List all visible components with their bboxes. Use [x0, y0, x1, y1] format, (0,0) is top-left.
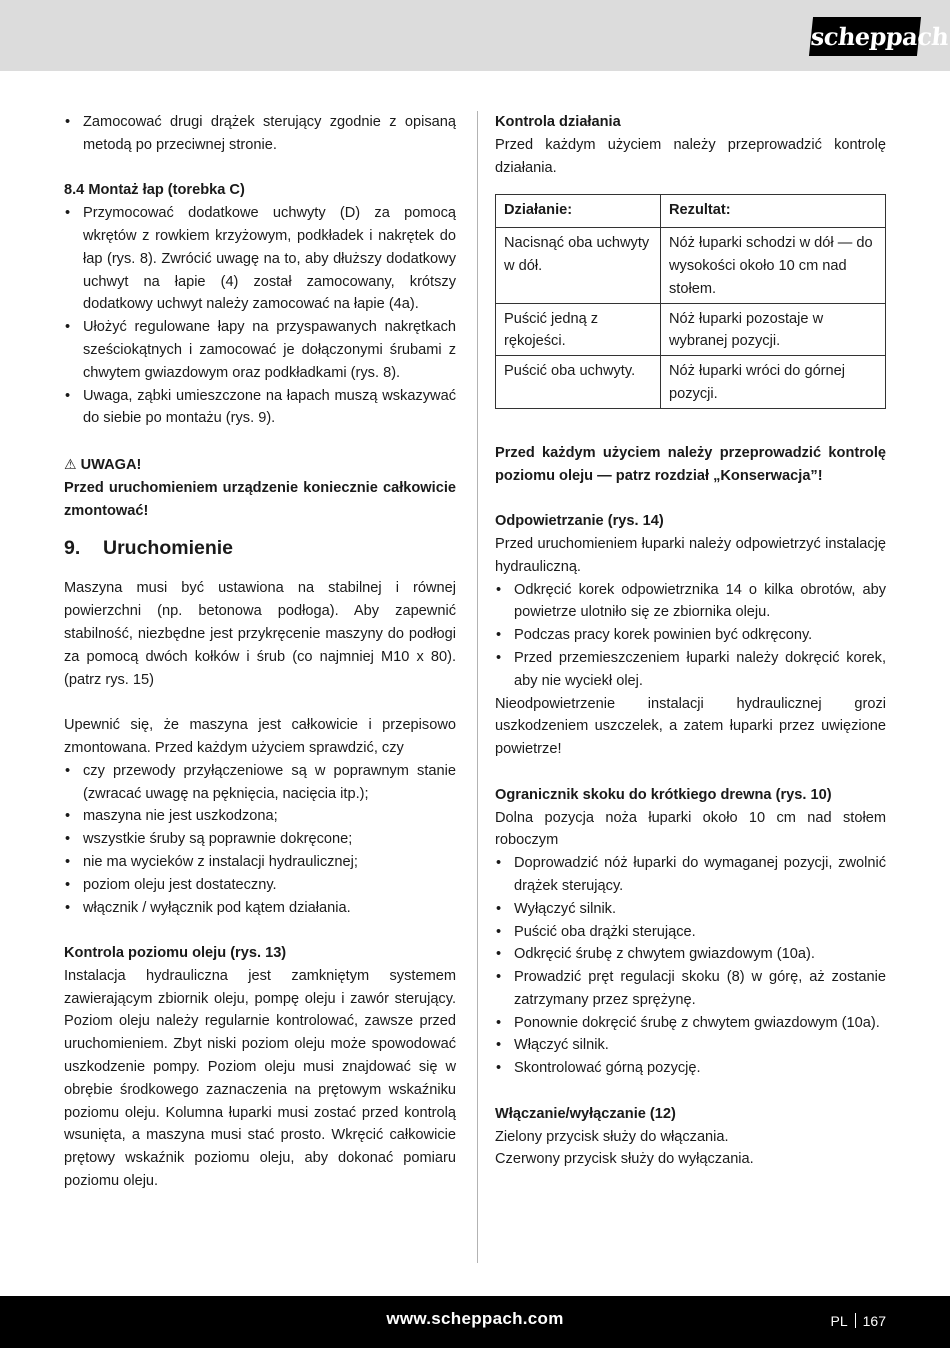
paragraph: Upewnić się, że maszyna jest całkowicie i przepisowo zmontowana. Przed każdym użyciem sprawdzić, czy — [64, 717, 456, 756]
list-item: • Włączyć silnik. — [495, 1034, 886, 1057]
oil-level-title: Kontrola poziomu oleju (rys. 13) — [64, 945, 287, 962]
table-header: Działanie: — [496, 195, 661, 228]
page-indicator — [831, 1310, 886, 1333]
table-row — [496, 228, 886, 303]
oil-note: Przed każdym użyciem należy przeprowadzić kontrolę poziomu oleju — patrz rozdział „Konserwacja”! — [495, 444, 886, 484]
stroke-limiter-list — [495, 852, 886, 1080]
table-row — [496, 303, 886, 356]
page-number: 167 — [862, 1313, 886, 1329]
header-bar — [0, 0, 950, 71]
table-header: Rezultat: — [661, 195, 886, 228]
table-cell: Nacisnąć oba uchwyty w dół. — [496, 228, 661, 303]
website-link[interactable]: www.scheppach.com — [386, 1309, 564, 1328]
venting-warning-text: Nieodpowietrzenie instalacji hydraulicznej grozi uszkodzeniem uszczelek, a zatem łuparki przez uwięzione powietrze! — [495, 695, 886, 758]
section-title: Uruchomienie — [103, 537, 234, 560]
list-item: • Ułożyć regulowane łapy na przyspawanych nakrętkach sześciokątnych i zamocować je dołączonymi śrubami z chwytem gwiazdowym oraz podkładkami (rys. 8). — [64, 316, 456, 384]
list-item: • Podczas pracy korek powinien być odkręcony. — [495, 624, 886, 647]
list-item: • wszystkie śruby są poprawnie dokręcone; — [64, 828, 456, 851]
stroke-limiter-text: Dolna pozycja noża łuparki około 10 cm nad stołem roboczym — [495, 809, 886, 849]
intro-list — [64, 111, 456, 157]
venting-text: Przed uruchomieniem łuparki należy odpowietrzyć instalację hydrauliczną. — [495, 535, 886, 575]
list-item: • Przed przemieszczeniem łuparki należy dokręcić korek, aby nie wyciekł olej. — [495, 647, 886, 693]
language-code: PL — [830, 1313, 848, 1329]
table-cell: Nóż łuparki pozostaje w wybranej pozycji. — [661, 303, 886, 356]
list-item: • Przymocować dodatkowe uchwyty (D) za pomocą wkrętów z rowkiem krzyżowym, podkładek i nakrętek do łap (rys. 8). Zwrócić uwagę na to, aby dłuższy dodatkowy uchwyt na łapie (4) został zamocowany, krótszy dodatkowy uchwyt należy zamocować na łapie (4a). — [64, 202, 456, 316]
list-item: • nie ma wycieków z instalacji hydraulicznej; — [64, 851, 456, 874]
table-cell: Nóż łuparki schodzi w dół — do wysokości około 10 cm nad stołem. — [661, 228, 886, 303]
section-9-heading — [64, 535, 456, 561]
list-item: • Ponownie dokręcić śrubę z chwytem gwiazdowym (10a). — [495, 1012, 886, 1035]
function-table — [495, 194, 886, 408]
list-item: • Odkręcić korek odpowietrznika 14 o kilka obrotów, aby powietrze ulotniło się ze zbiornika oleju. — [495, 579, 886, 625]
table-cell: Puścić jedną z rękojeści. — [496, 303, 661, 356]
stroke-limiter-title: Ogranicznik skoku do krótkiego drewna (rys. 10) — [495, 786, 832, 803]
footer-bar — [0, 1296, 950, 1348]
table-row — [496, 356, 886, 409]
function-check-title: Kontrola działania — [495, 114, 621, 130]
table-cell: Nóż łuparki wróci do górnej pozycji. — [661, 356, 886, 409]
table-header-row — [496, 195, 886, 228]
list-item: • Uwaga, ząbki umieszczone na łapach muszą wskazywać do siebie po montażu (rys. 9). — [64, 385, 456, 431]
function-check-text: Przed każdym użyciem należy przeprowadzić kontrolę działania. — [495, 136, 886, 176]
list-item: • Odkręcić śrubę z chwytem gwiazdowym (10a). — [495, 943, 886, 966]
switch-line: Zielony przycisk służy do włączania. — [495, 1128, 729, 1145]
switch-title: Włączanie/wyłączanie (12) — [495, 1105, 676, 1122]
list-item: • Wyłączyć silnik. — [495, 898, 886, 921]
list-item: • Prowadzić pręt regulacji skoku (8) w górę, aż zostanie zatrzymany przez sprężynę. — [495, 966, 886, 1012]
oil-level-text: Instalacja hydrauliczna jest zamkniętym systemem zawierającym zbiornik oleju, pompę oleju i zawór sterujący. Poziom oleju należy regularnie kontrolować, zawsze przed uruchomieniem. Zbyt niski poziom oleju może spowodować uszkodzenie pompy. Poziom oleju musi znajdować się w obrębie środkowego zaznaczenia na prętowym wskaźniku poziomu oleju. Kolumna łuparki musi zostać przed kontrolą wsunięta, a maszyna musi stać prosto. Wkręcić całkowicie prętowy wskaźnik poziomu oleju, aby dokonać pomiaru poziomu oleju. — [64, 967, 456, 1190]
column-divider — [477, 111, 478, 1263]
list-item: • poziom oleju jest dostateczny. — [64, 874, 456, 897]
venting-title: Odpowietrzanie (rys. 14) — [495, 513, 664, 530]
switch-line: Czerwony przycisk służy do wyłączania. — [495, 1151, 754, 1168]
section-8-4-list — [64, 202, 456, 430]
warning-triangle-icon: ⚠ — [64, 455, 77, 472]
venting-list — [495, 579, 886, 693]
paragraph: Maszyna musi być ustawiona na stabilnej i równej powierzchni (np. betonowa podłoga). Aby zapewnić stabilność, niezbędne jest przykręcenie maszyny do podłogi za pomocą dwóch kołków i śrub (co najmniej M10 x 80). (patrz rys. 15) — [64, 580, 456, 688]
section-number: 9. — [64, 537, 81, 560]
list-item: • Skontrolować górną pozycję. — [495, 1057, 886, 1080]
section-8-4-title: 8.4 Montaż łap (torebka C) — [64, 182, 245, 199]
right-column — [495, 111, 886, 1171]
list-item: • maszyna nie jest uszkodzona; — [64, 805, 456, 828]
checklist — [64, 760, 456, 920]
warning-heading — [64, 453, 456, 477]
list-item: • włącznik / wyłącznik pod kątem działania. — [64, 897, 456, 920]
warning-label: UWAGA! — [80, 456, 142, 473]
warning-text: Przed uruchomieniem urządzenie koniecznie całkowicie zmontować! — [64, 479, 456, 519]
left-column — [64, 111, 456, 1193]
scheppach-logo: scheppach — [809, 17, 921, 56]
list-item: • Doprowadzić nóż łuparki do wymaganej pozycji, zwolnić drążek sterujący. — [495, 852, 886, 898]
separator — [855, 1313, 856, 1328]
list-item: • Zamocować drugi drążek sterujący zgodnie z opisaną metodą po przeciwnej stronie. — [64, 111, 456, 157]
list-item: • Puścić oba drążki sterujące. — [495, 921, 886, 944]
table-cell: Puścić oba uchwyty. — [496, 356, 661, 409]
list-item: • czy przewody przyłączeniowe są w poprawnym stanie (zwracać uwagę na pęknięcia, nacięcia itp.); — [64, 760, 456, 806]
